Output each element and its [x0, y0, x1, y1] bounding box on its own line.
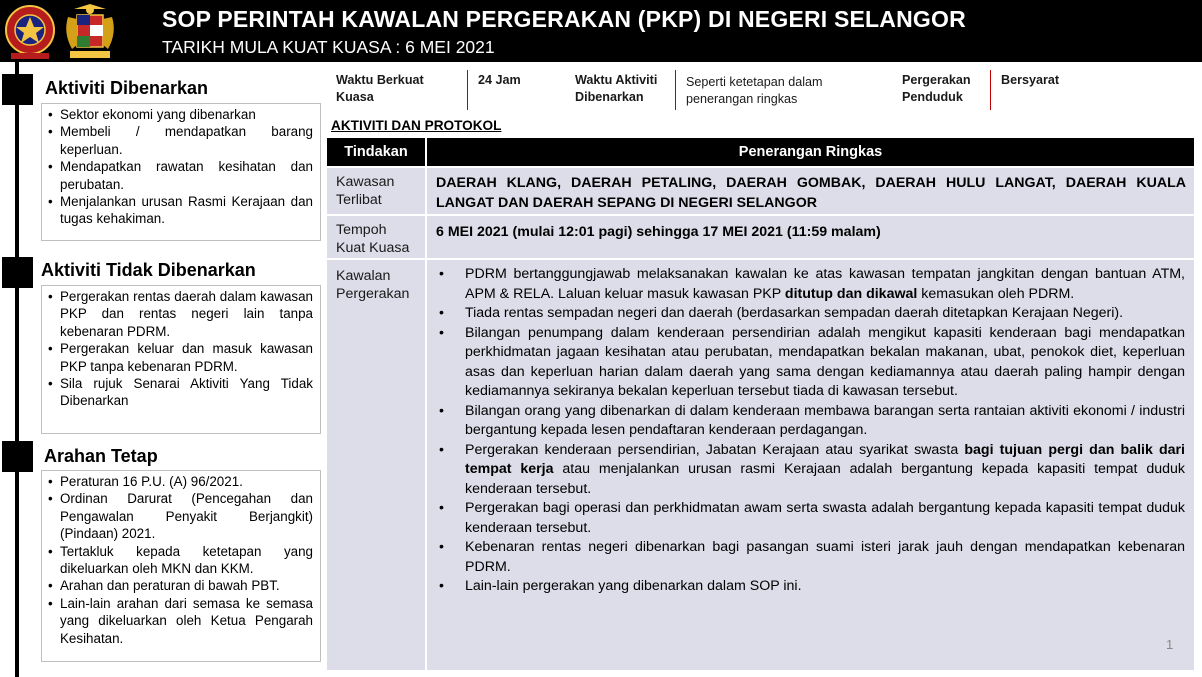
- list-item: • Lain-lain arahan dari semasa ke semasa yang dikeluarkan oleh Ketua Pengarah Kesihatan.: [46, 595, 313, 647]
- list-item: • Menjalankan urusan Rasmi Kerajaan dan tugas kehakiman.: [46, 193, 313, 228]
- section-title-tidak-dibenarkan: Aktiviti Tidak Dibenarkan: [41, 260, 256, 280]
- row-value-tempoh: 6 MEI 2021 (mulai 12:01 pagi) sehingga 17 MEI 2021 (11:59 malam): [427, 216, 1194, 258]
- col-header-tindakan: Tindakan: [327, 138, 425, 166]
- row-label-kawasan: Kawasan Terlibat: [327, 168, 425, 214]
- divider: [467, 70, 468, 110]
- tidak-dibenarkan-box: [41, 285, 321, 434]
- waktu-berkuat-value: 24 Jam: [478, 73, 521, 87]
- list-item: • PDRM bertanggungjawab melaksanakan kawalan ke atas kawasan tempatan jangkitan dengan bantuan ATM, APM & RELA. Laluan keluar masuk kawasan PKP ditutup dan dikawal kemasukan oleh PDRM.: [436, 265, 1185, 304]
- section-title-arahan-tetap: Arahan Tetap: [44, 446, 158, 466]
- section-marker: [2, 257, 33, 288]
- list-item: • Arahan dan peraturan di bawah PBT.: [46, 577, 313, 594]
- page-title: SOP PERINTAH KAWALAN PERGERAKAN (PKP) DI NEGERI SELANGOR: [162, 6, 966, 32]
- list-item: • Pergerakan keluar dan masuk kawasan PKP tanpa kebenaran PDRM.: [46, 340, 313, 375]
- section-marker: [2, 441, 33, 472]
- list-item: • Tertakluk kepada ketetapan yang dikeluarkan oleh MKN dan KKM.: [46, 543, 313, 578]
- page-number: 1: [1166, 637, 1174, 652]
- header-banner: [0, 0, 1202, 62]
- waktu-aktiviti-value: Seperti ketetapan dalam penerangan ringkas: [686, 75, 823, 106]
- row-value-kawalan: [427, 260, 1194, 670]
- list-item: • Pergerakan kenderaan persendirian, Jabatan Kerajaan atau syarikat swasta bagi tujuan pergi dan balik dari tempat kerja atau menjalankan urusan rasmi Kerajaan adalah bergantung kepada kapasiti tempat duduk kenderaan tersebut.: [436, 441, 1185, 500]
- list-item: • Pergerakan rentas daerah dalam kawasan PKP dan rentas negeri lain tanpa kebenaran PDRM.: [46, 288, 313, 340]
- timeline-line: [15, 62, 19, 677]
- col-header-penerangan: Penerangan Ringkas: [427, 138, 1194, 166]
- list-item: • Membeli / mendapatkan barang keperluan.: [46, 123, 313, 158]
- effective-date: TARIKH MULA KUAT KUASA : 6 MEI 2021: [162, 37, 495, 57]
- list-item: • Ordinan Darurat (Pencegahan dan Pengawalan Penyakit Berjangkit) (Pindaan) 2021.: [46, 490, 313, 542]
- dibenarkan-box: [41, 103, 321, 241]
- arahan-tetap-box: [41, 470, 321, 662]
- nsc-logo-icon: [3, 3, 57, 61]
- row-label-tempoh: Tempoh Kuat Kuasa: [327, 216, 425, 258]
- pergerakan-label: Pergerakan Penduduk: [902, 73, 971, 104]
- list-item: • Bilangan orang yang dibenarkan di dalam kenderaan membawa barangan serta rantaian aktiviti ekonomi / industri bergantung kepada lesen pendaftaran kenderaan perdagangan.: [436, 402, 1185, 441]
- list-item: • Kebenaran rentas negeri dibenarkan bagi pasangan suami isteri jarak jauh dengan mendapatkan kebenaran PDRM.: [436, 538, 1185, 577]
- pergerakan-value: Bersyarat: [1001, 73, 1060, 87]
- waktu-berkuat-label: Waktu Berkuat Kuasa: [336, 73, 424, 104]
- list-item: • Pergerakan bagi operasi dan perkhidmatan awam serta swasta adalah bergantung kepada kapasiti tempat duduk kenderaan tersebut.: [436, 499, 1185, 538]
- divider: [990, 70, 991, 110]
- waktu-aktiviti-label: Waktu Aktiviti Dibenarkan: [575, 73, 658, 104]
- row-value-kawasan: DAERAH KLANG, DAERAH PETALING, DAERAH GOMBAK, DAERAH HULU LANGAT, DAERAH KUALA LANGAT DAN DAERAH SEPANG DI NEGERI SELANGOR: [427, 168, 1194, 214]
- list-item: • Lain-lain pergerakan yang dibenarkan dalam SOP ini.: [436, 577, 1185, 597]
- row-label-kawalan: Kawalan Pergerakan: [327, 260, 425, 670]
- list-item: • Sila rujuk Senarai Aktiviti Yang Tidak Dibenarkan: [46, 375, 313, 410]
- section-title-dibenarkan: Aktiviti Dibenarkan: [45, 78, 209, 98]
- section-heading-aktiviti: AKTIVITI DAN PROTOKOL: [331, 118, 502, 133]
- list-item: • Sektor ekonomi yang dibenarkan: [46, 106, 313, 123]
- list-item: • Bilangan penumpang dalam kenderaan persendirian adalah mengikut kapasiti kenderaan bagi mendapatkan perkhidmatan jagaan kesihatan atau perubatan, mendapatkan bekalan makanan, ubat, penokok diet, keperluan asas dan keperluan harian dalam daerah yang sama dengan kediamannya atau daerah paling hampir dengan kediamannya sekiranya bekalan keperluan tersebut tiada di kawasan tersebut.: [436, 324, 1185, 402]
- list-item: • Tiada rentas sempadan negeri dan daerah (berdasarkan sempadan daerah ditetapkan Kerajaan Negeri).: [436, 304, 1185, 324]
- malaysia-coat-of-arms-icon: [60, 3, 120, 61]
- divider: [675, 70, 676, 110]
- section-marker: [2, 74, 33, 105]
- list-item: • Peraturan 16 P.U. (A) 96/2021.: [46, 473, 313, 490]
- list-item: • Mendapatkan rawatan kesihatan dan perubatan.: [46, 158, 313, 193]
